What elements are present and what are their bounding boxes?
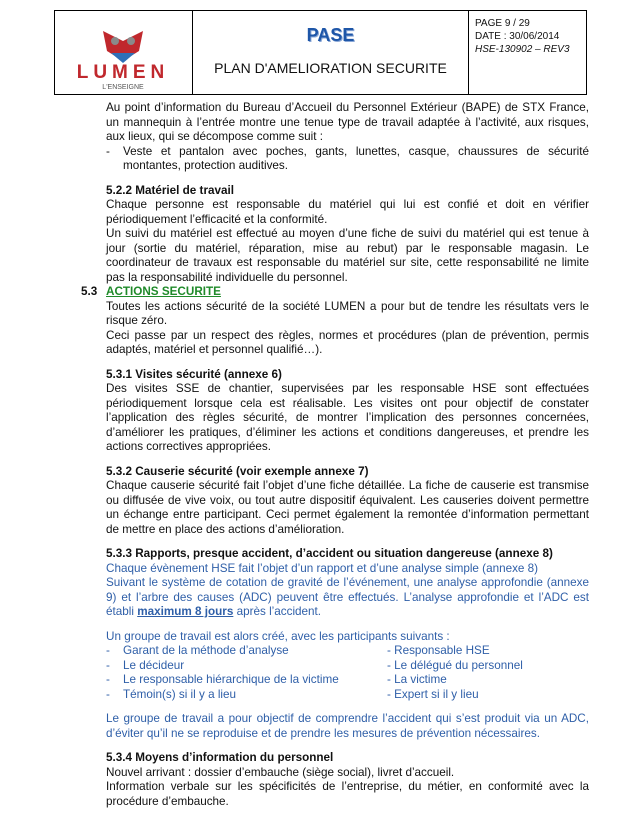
lumen-logo xyxy=(55,11,192,96)
section-5-3-1-para: Des visites SSE de chantier, supervisées par les responsable HSE sont effectuées périodiquement lorsque cela est réalisable. Les visites ont pour objectif de constater l’application des règles sécurité, de montrer l’implication des personnes concernées, d’améliorer les pratiques, d’éliminer les actions et conditions dangereuses, et prendre les actions correctives appropriées. xyxy=(106,382,589,453)
participants-list: - Garant de la méthode d’analyse - Responsable HSE - Le décideur - Le délégué du personnel - Le responsable hiérarchique de la victime - La victime - Témoin(s) si il y a lieu - Expert si il y lieu xyxy=(106,644,589,702)
meta-cell xyxy=(469,11,586,94)
logo-cell xyxy=(55,11,193,94)
participant-right: - La victime xyxy=(387,673,447,686)
section-5-3-2-para: Chaque causerie sécurité fait l’objet d’une fiche détaillée. La fiche de causerie est transmise ou diffusée de vive voix, ou tout autre dispositif équivalent. Les causeries doivent permettre un échange entre participant. Ceci permet également la remontée d’information permettant de mettre en place des actions d’amélioration. xyxy=(106,479,589,536)
logo-tagline: L'ENSEIGNE xyxy=(102,84,144,91)
section-5-3-1-heading: 5.3.1 Visites sécurité (annexe 6) xyxy=(106,367,282,381)
logo-text: LUMEN xyxy=(76,62,170,83)
participant-right: - Expert si il y lieu xyxy=(387,687,479,701)
mascot-icon xyxy=(103,31,143,63)
intro-bullet: - Veste et pantalon avec poches, gants, lunettes, casque, chaussures de sécurité montantes, protection auditives. xyxy=(106,144,589,172)
page-number: PAGE 9 / 29 xyxy=(475,18,530,29)
doc-reference: HSE-130902 – REV3 xyxy=(475,44,570,55)
intro-paragraph: Au point d’information du Bureau d’Accueil du Personnel Extérieur (BAPE) de STX France, un mannequin à l’entrée montre une tenue type de travail adaptée à l’activité, aux risques, aux lieux, qui se décompose comme suit : xyxy=(106,101,589,143)
section-5-3-heading: 5.3 ACTIONS SECURITE xyxy=(81,285,221,298)
doc-title: PLAN D'AMELIORATION SECURITE xyxy=(214,60,447,76)
section-5-2-2-heading: 5.2.2 Matériel de travail xyxy=(106,183,234,197)
section-5-3-3-para-3: Un groupe de travail est alors créé, avec les participants suivants : xyxy=(106,629,450,643)
page-header xyxy=(54,10,587,95)
section-5-2-2-para-1: Chaque personne est responsable du matériel qui lui est confié et doit en vérifier périodiquement l’efficacité et la conformité. xyxy=(106,198,589,226)
participant-right: - Le délégué du personnel xyxy=(387,658,523,672)
section-5-2-2-para-2: Un suivi du matériel est effectué au moyen d’une fiche de suivi du matériel qui est tenue à jour (sortie du matériel, réparation, mise au rebut) par le responsable magasin. Le coordinateur de travaux est responsable du matériel sur site, cette responsabilité ne limite pas la responsabilité individuelle du personnel. xyxy=(106,227,589,284)
participant-left: Garant de la méthode d’analyse xyxy=(123,644,289,657)
section-5-3-4-heading: 5.3.4 Moyens d’information du personnel xyxy=(106,751,334,764)
participant-right: - Responsable HSE xyxy=(387,644,490,657)
section-5-3-4-para-1: Nouvel arrivant : dossier d’embauche (siège social), livret d’accueil. xyxy=(106,765,455,779)
doc-code: PASE xyxy=(306,25,355,45)
section-5-3-para-2: Ceci passe par un respect des règles, normes et procédures (plan de prévention, permis adaptés, matériel et personnel qualifié…). xyxy=(106,328,589,356)
page-content xyxy=(81,101,589,809)
section-5-3-4-para-2: Information verbale sur les spécificités de l’entreprise, du métier, en conformité avec la procédure d’embauche. xyxy=(106,780,589,808)
participant-left: Le décideur xyxy=(123,658,185,672)
participant-left: Témoin(s) si il y a lieu xyxy=(123,687,237,701)
section-5-3-3-para-2: Suivant le système de cotation de gravité de l’événement, une analyse approfondie (annexe 9) et l’arbre des causes (ADC) peuvent être effectués. L’analyse approfondie et l’ADC est établi maximum 8 jours après l’accident. xyxy=(106,576,589,618)
section-5-3-para-1: Toutes les actions sécurité de la société LUMEN a pour but de tendre les résultats vers le risque zéro. xyxy=(106,299,589,327)
section-5-3-3-para-4: Le groupe de travail a pour objectif de comprendre l’accident qui s’est produit via un ADC, d’éviter qu’il ne se reproduise et de prendre les mesures de prévention nécessaires. xyxy=(106,712,589,740)
title-cell xyxy=(193,11,469,94)
section-5-3-3-para-1: Chaque évènement HSE fait l’objet d’un rapport et d’une analyse simple (annexe 8) xyxy=(106,561,539,575)
doc-date: DATE : 30/06/2014 xyxy=(475,31,560,42)
participant-left: Le responsable hiérarchique de la victime xyxy=(123,673,339,686)
section-5-3-2-heading: 5.3.2 Causerie sécurité (voir exemple annexe 7) xyxy=(106,464,369,478)
deadline-highlight: maximum 8 jours xyxy=(137,605,234,618)
section-5-3-3-heading: 5.3.3 Rapports, presque accident, d’accident ou situation dangereuse (annexe 8) xyxy=(106,547,553,560)
